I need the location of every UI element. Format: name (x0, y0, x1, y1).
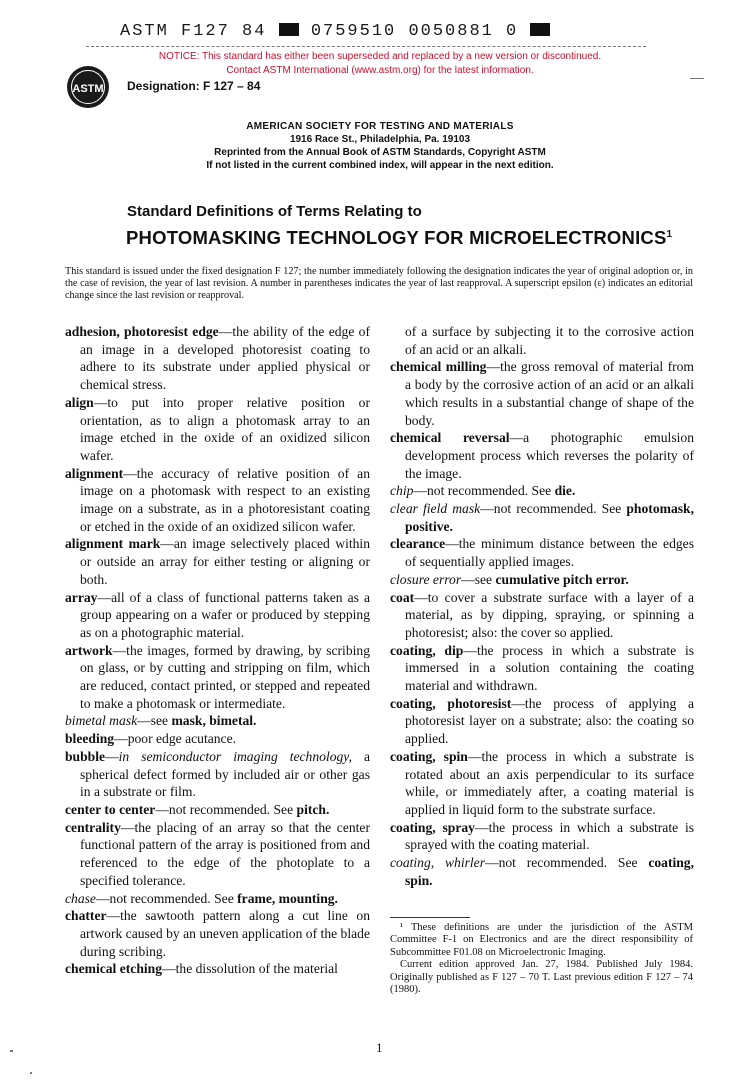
definition-text: —the ability of the edge of an image in a developed photoresist coating to adhere to its substrate under applied physical or chemical stress. (80, 324, 370, 393)
definition-text: —all of a class of functional patterns taken as a group appearing on a wafer or produced by stepping as on a photographic material. (80, 589, 370, 640)
definition-term: coating, whirler (390, 855, 485, 871)
society-address: 1916 Race St., Philadelphia, Pa. 19103 (289, 134, 471, 145)
header-divider (86, 46, 646, 47)
designation: Designation: F 127 – 84 (127, 79, 261, 93)
definition-text: —the gross removal of material from a body by the corrosive action of an acid or an alkali which results in a substantial change of shape of the body. (405, 359, 694, 428)
definition-entry (390, 589, 694, 642)
definition-term: bleeding (65, 731, 115, 747)
definition-term: bimetal mask (65, 713, 138, 729)
definition-term: alignment mark (65, 536, 161, 552)
definition-term: chemical etching (65, 961, 163, 977)
definition-text: —a photographic emulsion development process which reverses the polarity of the image. (405, 430, 694, 481)
definition-term: align (65, 394, 94, 410)
definition-text: —the images, formed by drawing, by scribing on glass, or by cutting and stripping on film, which are reduced, contact printed, or stepped and repeated to make a photomask or intermediate. (80, 642, 370, 711)
definition-text: —the process in which a substrate is rotated about an axis perpendicular to its surface while, or immediately after, a coating material is applied in liquid form to the substrate surface. (405, 748, 695, 817)
page-title-line2 (126, 227, 672, 249)
definition-entry (65, 589, 370, 642)
definition-term: chip (390, 483, 414, 499)
cross-reference: photomask, positive. (405, 501, 694, 534)
cross-reference: die. (554, 483, 576, 499)
definition-term: bubble (65, 748, 106, 764)
definition-term: closure error (390, 571, 462, 587)
definition-text: —the sawtooth pattern along a cut line on artwork caused by an uneven application of the blade during scribing. (80, 908, 370, 959)
cross-reference: pitch. (296, 801, 330, 817)
definition-term: alignment (65, 465, 124, 481)
definition-entry (65, 730, 370, 748)
definition-entry (65, 394, 370, 465)
definition-entry (65, 323, 370, 394)
document-code: ASTM F127 84 (120, 22, 267, 41)
scan-speck (10, 1050, 13, 1052)
definition-term: coating, spray (390, 819, 475, 835)
definition-term: coat (390, 589, 415, 605)
definition-text: —to cover a substrate surface with a layer of a material, as by dipping, spraying, or spinning a photoresist; also: the cover so applied. (405, 589, 694, 640)
definition-text: —poor edge acutance. (114, 731, 237, 747)
definition-entry (65, 890, 370, 908)
definition-term: chemical milling (390, 359, 487, 375)
title-footnote-mark: 1 (666, 228, 673, 240)
continued-definition: of a surface by subjecting it to the corrosive action of an acid or an alkali. (405, 324, 694, 357)
notice-line: Contact ASTM International (www.astm.org) for the latest information. (226, 65, 534, 76)
definition-text: —not recommended. See (480, 501, 627, 517)
definition-term: coating, photoresist (390, 695, 512, 711)
definition-entry (390, 535, 694, 570)
definition-entry (390, 695, 694, 748)
definition-term: clearance (390, 536, 446, 552)
definition-text: —the placing of an array so that the center functional pattern of the array is positioned from and referenced to the edge of the photoplate to a specified tolerance. (80, 819, 370, 888)
definition-entry (65, 712, 370, 730)
definition-term: center to center (65, 801, 156, 817)
definitions-right-column (390, 323, 694, 890)
definition-entry (390, 854, 694, 889)
definition-entry (390, 358, 694, 429)
definition-term: centrality (65, 819, 121, 835)
redaction-block (279, 23, 299, 36)
definition-term: clear field mask (390, 501, 481, 517)
definition-entry (65, 535, 370, 588)
definition-term: adhesion, photoresist edge (65, 324, 219, 339)
definition-text: —the minimum distance between the edges of sequentially applied images. (405, 536, 694, 570)
definition-entry (390, 482, 694, 500)
definition-text: —not recommended. See (413, 483, 555, 499)
definition-entry (65, 801, 370, 819)
definition-term: coating, spin (390, 748, 468, 764)
footnotes (390, 922, 693, 996)
logo-lettering: ASTM (72, 83, 104, 95)
definition-entry (65, 960, 370, 978)
definition-text: —the dissolution of the material (162, 961, 338, 977)
issuance-note: This standard is issued under the fixed designation F 127; the number immediately following the designation indicates the year of original adoption or, in the case of revision, the year of last revision. A number in parentheses indicates the year of last reapproval. A superscript epsilon (ε) indicates an editorial change since the last revision or reapproval. (65, 266, 693, 301)
definition-entry (65, 748, 370, 801)
definition-text: —the process in which a substrate is immersed in a solution containing the coating material and withdrawn. (405, 642, 695, 694)
definition-text: —to put into proper relative position or orientation, as to align a photomask array to an image etched in the oxide of an oxidized silicon wafer. (80, 394, 370, 463)
cross-reference: cumulative pitch error. (495, 571, 629, 587)
definition-entry (65, 819, 370, 890)
definition-text: —not recommended. See (484, 855, 649, 871)
cross-reference: mask, bimetal. (171, 713, 257, 729)
society-block (100, 120, 660, 172)
supersession-notice (130, 50, 630, 78)
definition-term: coating, dip (390, 642, 464, 658)
definition-entry (390, 819, 694, 854)
definition-text: —the process in which a substrate is sprayed with the coating material. (405, 819, 695, 853)
footnote-divider (390, 917, 470, 918)
definition-text: a spherical defect formed by included air or other gas in a substrate or film. (80, 748, 370, 800)
definition-text: —not recommended. See (155, 801, 297, 817)
definition-entry (65, 642, 370, 713)
scan-speck (30, 1072, 32, 1074)
definition-term: chase (65, 890, 96, 906)
page-number: 1 (376, 1040, 383, 1055)
scan-speck (690, 78, 704, 79)
index-note: If not listed in the current combined index, will appear in the next edition. (206, 160, 554, 171)
definition-text: —not recommended. See (95, 890, 238, 906)
footnote: Current edition approved Jan. 27, 1984. Published July 1984. Originally published as F 127 – 70 T. Last previous edition F 127 – 74 (1980). (390, 959, 693, 996)
definitions-left-column (65, 323, 370, 978)
society-name: AMERICAN SOCIETY FOR TESTING AND MATERIALS (246, 121, 514, 132)
cross-reference: coating, spin. (405, 855, 694, 888)
definition-context: in semiconductor imaging technology, (118, 748, 352, 764)
definition-term: chemical reversal (390, 430, 510, 446)
definition-text: —see (137, 713, 172, 729)
definition-term: chatter (65, 908, 107, 924)
page-title-main: PHOTOMASKING TECHNOLOGY FOR MICROELECTRONICS (126, 227, 667, 248)
document-serial: 0759510 0050881 0 (310, 22, 519, 41)
definition-entry (390, 500, 694, 535)
document-id-strip (120, 22, 550, 41)
notice-line: NOTICE: This standard has either been superseded and replaced by a new version or discontinued. (158, 51, 602, 62)
definition-term: array (65, 589, 98, 605)
definition-entry (390, 571, 694, 589)
definition-entry (65, 465, 370, 536)
definition-dash: — (105, 748, 119, 764)
definition-term: artwork (65, 642, 113, 658)
redaction-block (530, 23, 550, 36)
definition-entry (390, 642, 694, 695)
astm-logo-icon (66, 65, 110, 109)
definition-entry (65, 907, 370, 960)
page-title-line1: Standard Definitions of Terms Relating to (127, 203, 422, 220)
definition-text: —the accuracy of relative position of an image on a photomask with respect to an existing image on a substrate, as in a photoresistant coating or etched in the oxide of an oxidized silicon wafer. (80, 465, 370, 534)
definition-entry (390, 748, 694, 819)
definition-text: —the process of applying a photoresist layer on a substrate; also: the coating so applied. (405, 695, 694, 747)
reprint-note: Reprinted from the Annual Book of ASTM Standards, Copyright ASTM (214, 147, 546, 158)
definition-entry (390, 429, 694, 482)
definition-text: —see (461, 571, 496, 587)
definition-text: —an image selectively placed within or outside an array for either testing or aligning or both. (80, 536, 370, 587)
footnote: ¹ These definitions are under the jurisdiction of the ASTM Committee F-1 on Electronics and are the direct responsibility of Subcommittee F01.08 on Microelectronic Imaging. (390, 922, 693, 958)
cross-reference: frame, mounting. (237, 890, 338, 906)
